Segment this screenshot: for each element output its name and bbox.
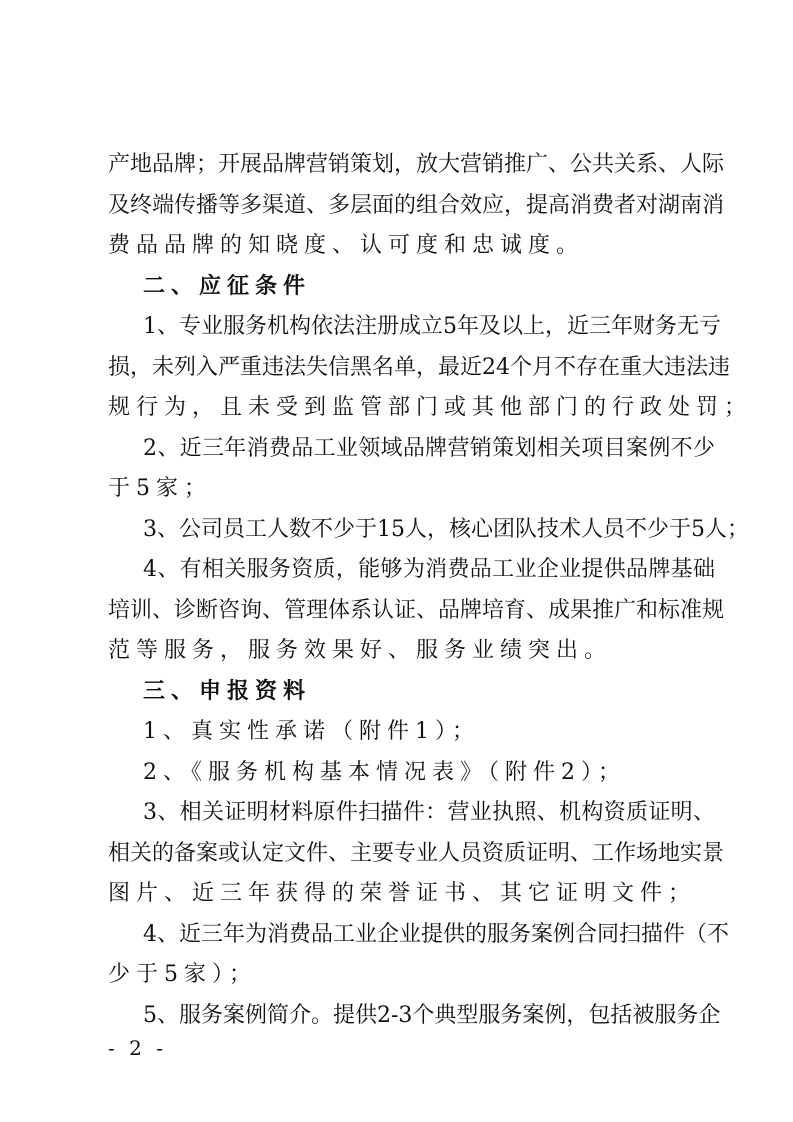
paragraph-line: 4、近三年为消费品工业企业提供的服务案例合同扫描件（不 [143,921,729,947]
page-number: - 2 - [108,1036,167,1060]
paragraph-line: 损，未列入严重违法失信黑名单，最近24个月不存在重大违法违 [108,354,730,380]
paragraph-line: 1、专业服务机构依法注册成立5年及以上，近三年财务无亏 [143,314,721,339]
paragraph-line: 规行为，且未受到监管部门或其他部门的行政处罚； [108,395,753,420]
paragraph-line: 培训、诊断咨询、管理体系认证、品牌培育、成果推广和标准规 [108,597,725,623]
paragraph-line: 4、有相关服务资质，能够为消费品工业企业提供品牌基础 [143,557,715,582]
paragraph-line: 1、真实性承诺（附件1）； [143,719,480,744]
paragraph-line: 相关的备案或认定文件、主要专业人员资质证明、工作场地实景 [108,840,725,866]
paragraph-line: 产地品牌；开展品牌营销策划，放大营销推广、公共关系、人际 [108,152,725,177]
section-heading: 三、申报资料 [143,678,312,704]
paragraph-line: 范等服务，服务效果好、服务业绩突出。 [108,638,613,663]
paragraph-line: 3、公司员工人数不少于15人，核心团队技术人员不少于5人； [143,516,749,542]
paragraph-line: 3、相关证明材料原件扫描件：营业执照、机构资质证明、 [143,800,715,825]
paragraph-line: 及终端传播等多渠道、多层面的组合效应，提高消费者对湖南消 [108,192,725,218]
paragraph-line: 图片、近三年获得的荣誉证书、其它证明文件； [108,881,697,906]
paragraph-line: 少于5家）； [108,962,257,987]
paragraph-line: 于5家； [108,476,212,501]
paragraph-line: 2、近三年消费品工业领域品牌营销策划相关项目案例不少 [143,435,715,461]
paragraph-line: 费品品牌的知晓度、认可度和忠诚度。 [108,233,585,258]
section-heading: 二、应征条件 [143,273,312,299]
paragraph-line: 2、《服务机构基本情况表》（附件2）； [143,759,626,785]
paragraph-line: 5、服务案例简介。提供2-3个典型服务案例，包括被服务企 [143,1002,721,1028]
